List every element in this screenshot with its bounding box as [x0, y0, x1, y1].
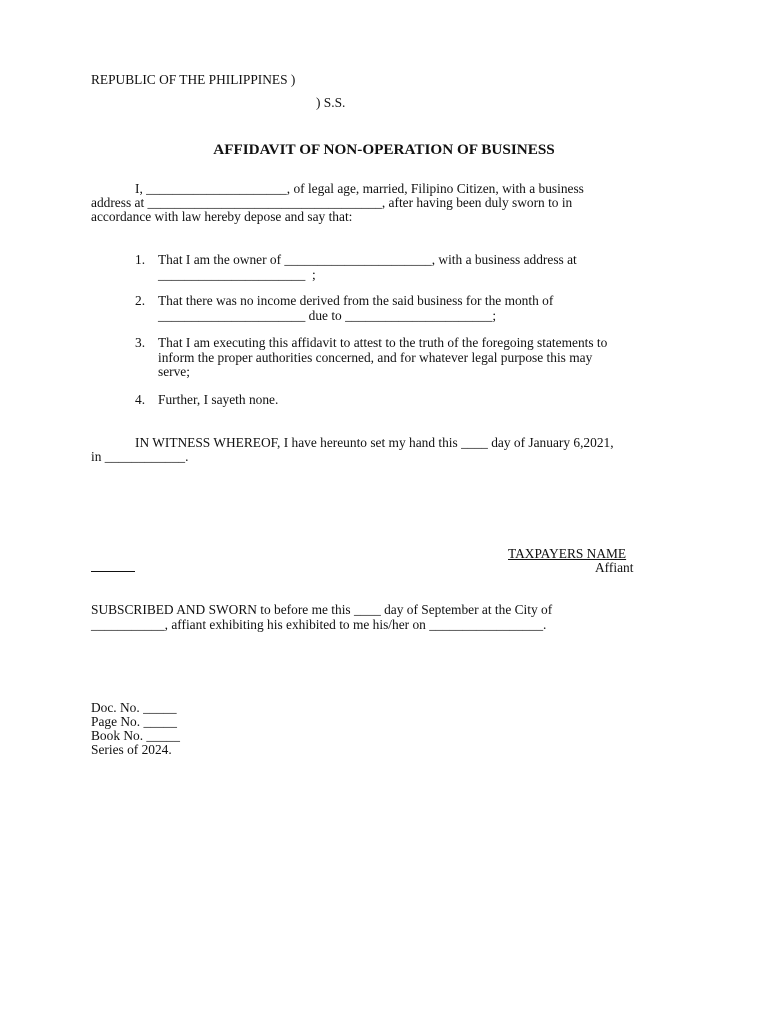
list-item-text: That I am executing this affidavit to attest to the truth of the foregoing statements to inform the proper authorities concerned, and for whatever legal purpose this may serve;	[158, 335, 608, 380]
page-number: Page No. _____	[91, 714, 177, 729]
list-item-number: 3.	[135, 335, 146, 350]
list-item-number: 1.	[135, 252, 146, 267]
signature-line	[91, 571, 135, 572]
intro-line-1: I, _____________________, of legal age, married, Filipino Citizen, with a business	[135, 181, 584, 196]
series-year: Series of 2024.	[91, 742, 172, 757]
witness-line-1: IN WITNESS WHEREOF, I have hereunto set my hand this ____ day of January 6,2021,	[135, 435, 614, 450]
intro-line-2: address at ___________________________________, after having been duly sworn to in	[91, 195, 573, 210]
taxpayer-name: TAXPAYERS NAME	[508, 546, 627, 561]
list-item-number: 2.	[135, 293, 146, 308]
subscribed-line-1: SUBSCRIBED AND SWORN to before me this ____ day of September at the City of	[91, 602, 553, 617]
doc-number: Doc. No. _____	[91, 700, 177, 715]
subscribed-line-2: ___________, affiant exhibiting his exhibited to me his/her on _________________.	[91, 617, 547, 632]
ss-heading: ) S.S.	[316, 95, 346, 110]
list-item-text: Further, I sayeth none.	[158, 392, 279, 407]
affiant-label: Affiant	[595, 560, 634, 575]
document-title: AFFIDAVIT OF NON-OPERATION OF BUSINESS	[213, 141, 555, 158]
list-item-text: That I am the owner of ______________________, with a business address at ______________________ ;	[158, 252, 577, 282]
intro-line-3: accordance with law hereby depose and say that:	[91, 209, 353, 224]
book-number: Book No. _____	[91, 728, 180, 743]
republic-heading: REPUBLIC OF THE PHILIPPINES )	[91, 72, 296, 87]
list-item-number: 4.	[135, 392, 146, 407]
list-item-text: That there was no income derived from the said business for the month of ______________________ due to ______________________;	[158, 293, 554, 323]
witness-line-2: in ____________.	[91, 449, 189, 464]
